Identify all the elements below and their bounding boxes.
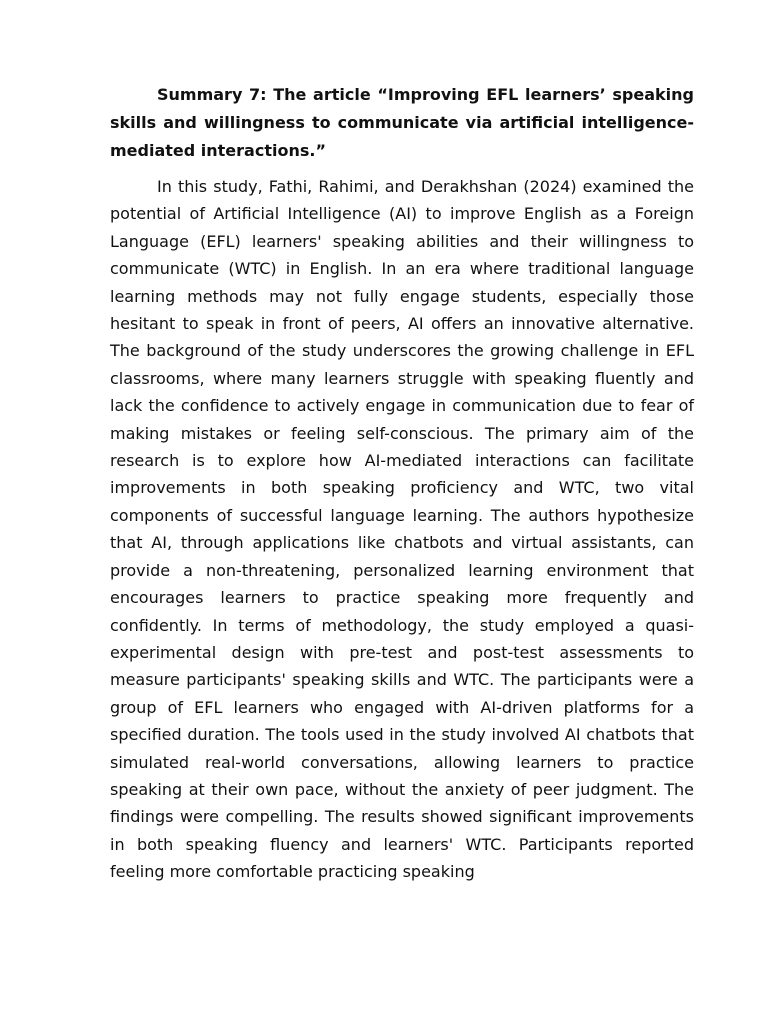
document-content xyxy=(110,81,694,886)
summary-body-paragraph: In this study, Fathi, Rahimi, and Derakhshan (2024) examined the potential of Artificial Intelligence (AI) to improve English as a Foreign Language (EFL) learners' speaking abilities and their willingness to communicate (WTC) in English. In an era where traditional language learning methods may not fully engage students, especially those hesitant to speak in front of peers, AI offers an innovative alternative. The background of the study underscores the growing challenge in EFL classrooms, where many learners struggle with speaking fluently and lack the confidence to actively engage in communication due to fear of making mistakes or feeling self-conscious. The primary aim of the research is to explore how AI-mediated interactions can facilitate improvements in both speaking proficiency and WTC, two vital components of successful language learning. The authors hypothesize that AI, through applications like chatbots and virtual assistants, can provide a non-threatening, personalized learning environment that encourages learners to practice speaking more frequently and confidently. In terms of methodology, the study employed a quasi-experimental design with pre-test and post-test assessments to measure participants' speaking skills and WTC. The participants were a group of EFL learners who engaged with AI-driven platforms for a specified duration. The tools used in the study involved AI chatbots that simulated real-world conversations, allowing learners to practice speaking at their own pace, without the anxiety of peer judgment. The findings were compelling. The results showed significant improvements in both speaking fluency and learners' WTC. Participants reported feeling more comfortable practicing speaking xyxy=(110,177,694,882)
summary-heading: Summary 7: The article “Improving EFL learners’ speaking skills and willingness to communicate via artificial intelligence-mediated interactions.” xyxy=(110,85,694,160)
